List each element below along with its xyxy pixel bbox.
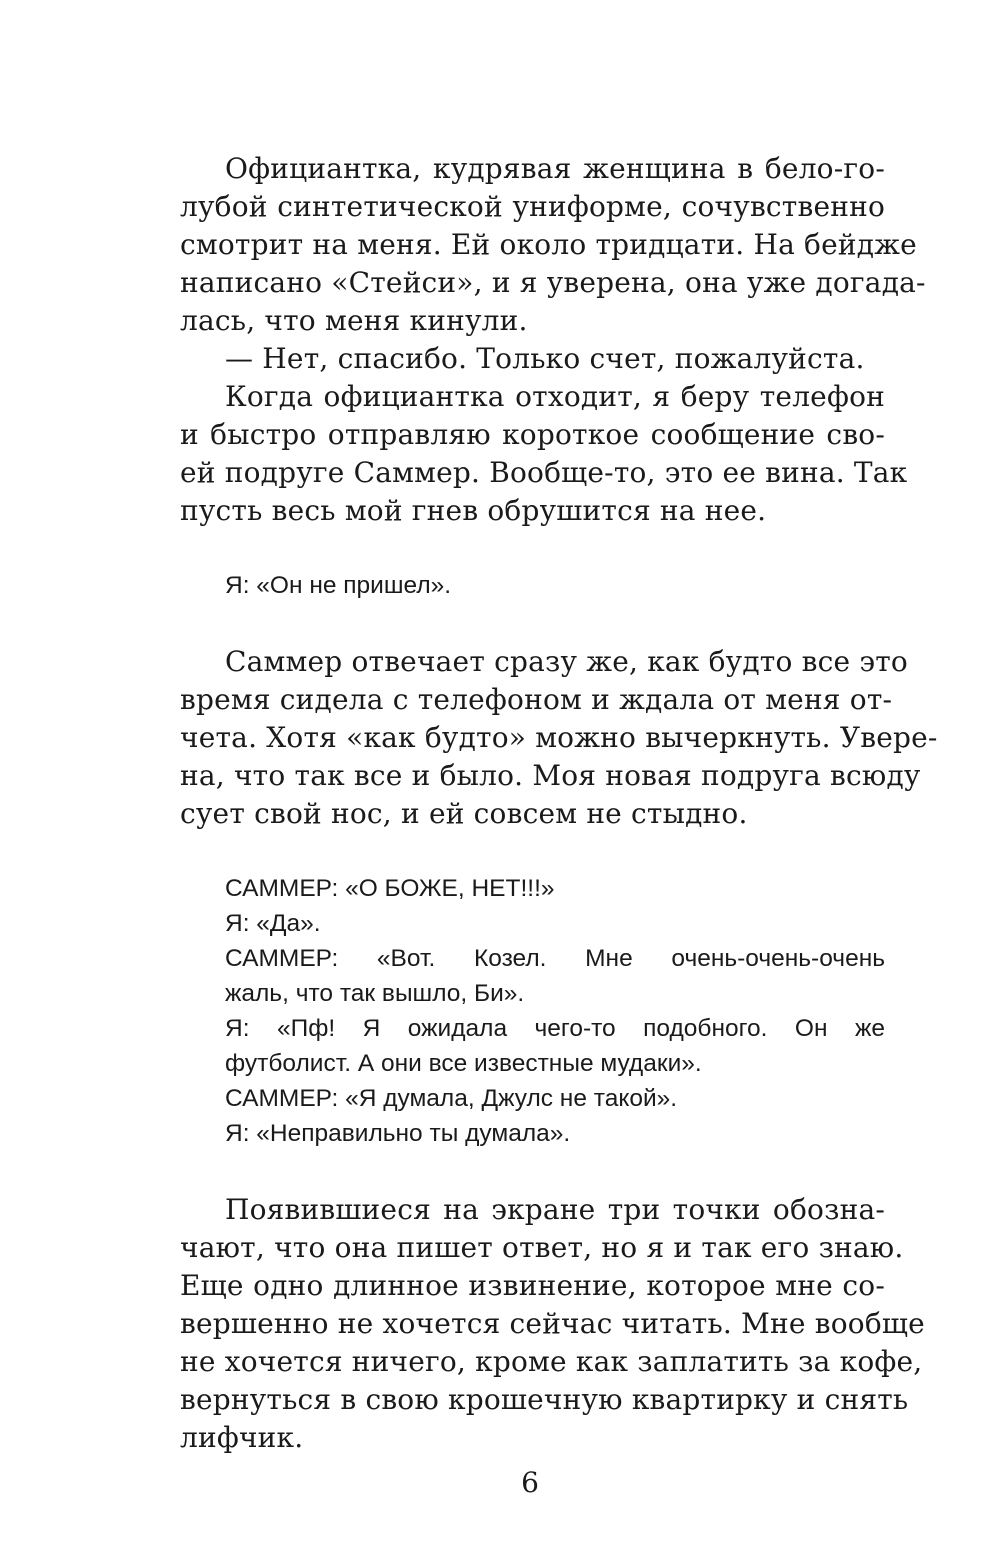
text-line: написано «Стейси», и я уверена, она уже догада-: [180, 266, 926, 299]
text-line: на, что так все и было. Моя новая подруга всюду: [180, 759, 921, 792]
sms-line: Я: «Да».: [225, 910, 321, 937]
sms-exchange-2: [180, 871, 885, 1151]
text-line: Саммер отвечает сразу же, как будто все это: [225, 645, 908, 678]
paragraph-5: [180, 1191, 925, 1457]
sms-line: САММЕР: «Я думала, Джулс не такой».: [225, 1085, 678, 1112]
text-line: Когда официантка отходит, я беру телефон: [225, 380, 885, 413]
text-line: лифчик.: [180, 1421, 304, 1454]
text-line: Еще одно длинное извинение, которое мне со-: [180, 1269, 885, 1302]
sms-line: Я: «Он не пришел».: [225, 572, 452, 599]
text-line: чают, что она пишет ответ, но я и так его знаю.: [180, 1231, 904, 1264]
page-number: 6: [521, 1466, 539, 1499]
sms-line: САММЕР: «Вот. Козел. Мне очень-очень-очень: [225, 945, 885, 972]
paragraph-1: [180, 150, 926, 340]
text-line: пусть весь мой гнев обрушится на нее.: [180, 494, 767, 527]
sms-exchange-1: [180, 568, 885, 603]
text-line: Официантка, кудрявая женщина в бело-го-: [225, 152, 885, 185]
text-line: лась, что меня кинули.: [180, 304, 528, 337]
text-line: время сидела с телефоном и ждала от меня от-: [180, 683, 893, 716]
sms-line: Я: «Пф! Я ожидала чего-то подобного. Он же: [225, 1015, 885, 1042]
text-line: чета. Хотя «как будто» можно вычеркнуть. Увере-: [180, 721, 938, 754]
sms-line: жаль, что так вышло, Би».: [225, 980, 525, 1007]
paragraph-2: [180, 340, 885, 378]
text-line: — Нет, спасибо. Только счет, пожалуйста.: [225, 342, 865, 375]
text-line: смотрит на меня. Ей около тридцати. На бейдже: [180, 228, 917, 261]
text-line: Появившиеся на экране три точки обозна-: [225, 1193, 885, 1226]
text-line: не хочется ничего, кроме как заплатить за кофе,: [180, 1345, 923, 1378]
text-line: ей подруге Саммер. Вообще-то, это ее вина. Так: [180, 456, 908, 489]
sms-line: САММЕР: «О БОЖЕ, НЕТ!!!»: [225, 875, 555, 902]
text-line: лубой синтетической униформе, сочувственно: [180, 190, 885, 223]
text-line: вернуться в свою крошечную квартирку и снять: [180, 1383, 909, 1416]
paragraph-4: [180, 643, 938, 833]
sms-line: Я: «Неправильно ты думала».: [225, 1120, 571, 1147]
text-line: сует свой нос, и ей совсем не стыдно.: [180, 797, 748, 830]
sms-line: футболист. А они все известные мудаки».: [225, 1050, 702, 1077]
text-line: вершенно не хочется сейчас читать. Мне вообще: [180, 1307, 925, 1340]
text-line: и быстро отправляю короткое сообщение сво-: [180, 418, 885, 451]
page-body: [180, 150, 938, 1457]
paragraph-3: [180, 378, 908, 530]
